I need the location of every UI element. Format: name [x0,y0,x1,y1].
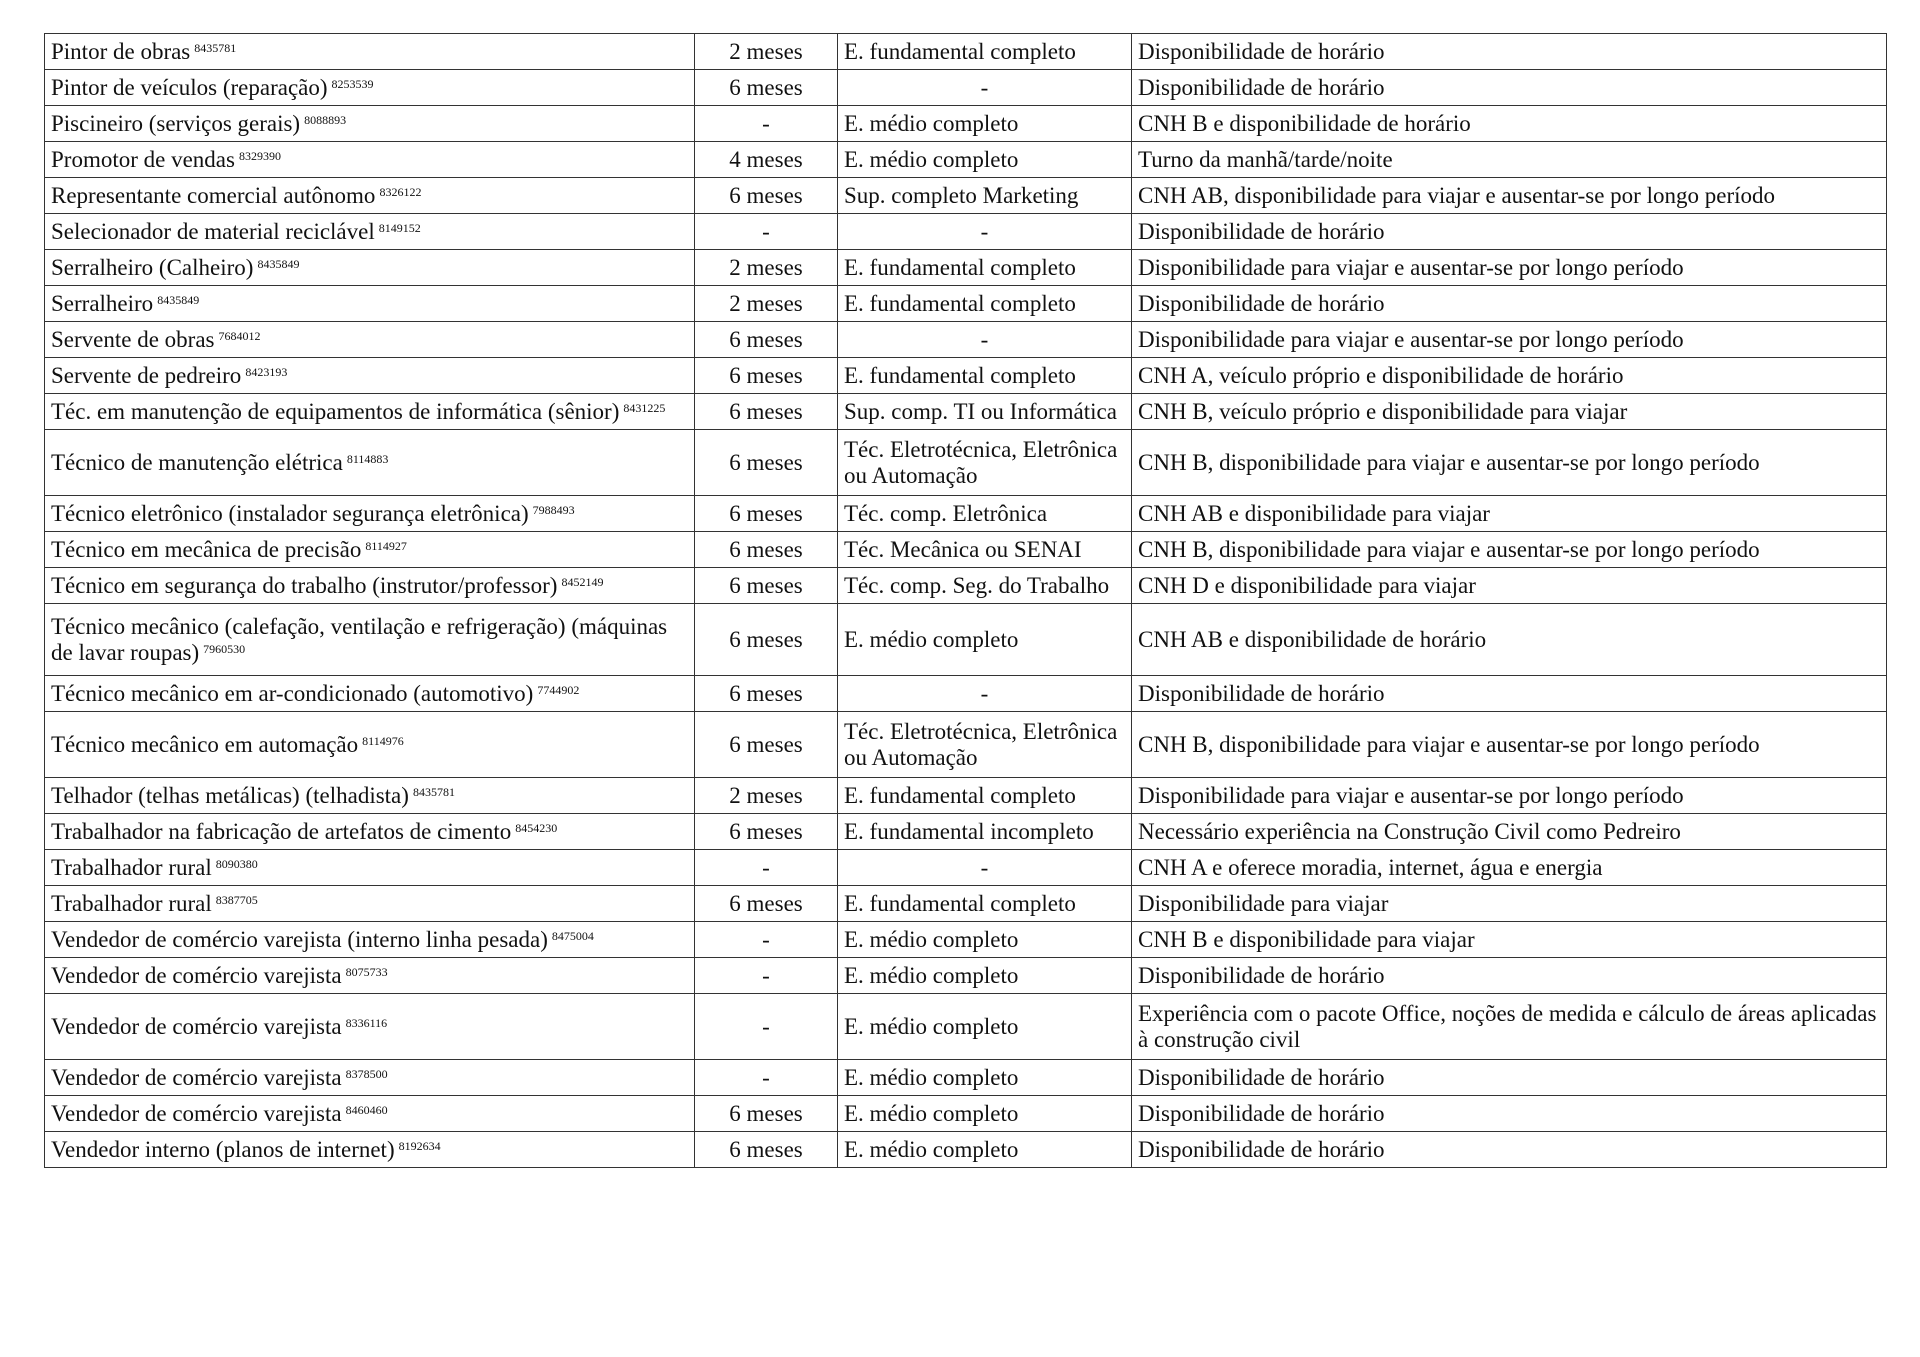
job-title: Técnico mecânico (calefação, ventilação e refrigeração) (máquinas de lavar roupas) [51,613,668,665]
education-cell: Téc. Mecânica ou SENAI [838,532,1132,568]
duration-cell: 6 meses [695,1096,838,1132]
job-code: 8435781 [412,784,455,799]
job-title: Téc. em manutenção de equipamentos de informática (sênior) [51,398,620,424]
duration-cell: 6 meses [695,430,838,496]
table-row [45,70,1887,106]
duration-cell: 6 meses [695,676,838,712]
job-listings-table [44,33,1887,1168]
job-title: Vendedor de comércio varejista [51,1100,342,1126]
job-title: Técnico mecânico em automação [51,731,359,757]
job-title: Trabalhador rural [51,854,212,880]
job-title-cell [45,430,695,496]
duration-cell: 6 meses [695,568,838,604]
requirements-cell: CNH A, veículo próprio e disponibilidade de horário [1132,358,1887,394]
duration-cell: 2 meses [695,778,838,814]
job-code: 8088893 [304,112,347,127]
education-cell: E. fundamental completo [838,250,1132,286]
education-cell: E. fundamental completo [838,778,1132,814]
job-listings-body [45,34,1887,1168]
job-title: Trabalhador na fabricação de artefatos de cimento [51,818,512,844]
table-row [45,106,1887,142]
duration-cell: 6 meses [695,604,838,676]
requirements-cell: Disponibilidade de horário [1132,1060,1887,1096]
table-row [45,814,1887,850]
job-title: Telhador (telhas metálicas) (telhadista) [51,782,409,808]
job-title: Técnico de manutenção elétrica [51,449,343,475]
education-cell: E. médio completo [838,106,1132,142]
requirements-cell: CNH B e disponibilidade para viajar [1132,922,1887,958]
job-title-cell [45,358,695,394]
table-row [45,604,1887,676]
education-cell: Téc. comp. Seg. do Trabalho [838,568,1132,604]
job-code: 8114976 [362,733,404,748]
duration-cell: 6 meses [695,496,838,532]
duration-cell: - [695,922,838,958]
job-title-cell [45,34,695,70]
job-title: Vendedor de comércio varejista [51,962,342,988]
education-cell: E. fundamental incompleto [838,814,1132,850]
requirements-cell: Disponibilidade para viajar e ausentar-se por longo período [1132,250,1887,286]
table-row [45,994,1887,1060]
job-code: 8475004 [551,928,594,943]
table-row [45,322,1887,358]
job-code: 7988493 [532,502,575,517]
duration-cell: 6 meses [695,70,838,106]
requirements-cell: CNH D e disponibilidade para viajar [1132,568,1887,604]
job-title-cell [45,1096,695,1132]
requirements-cell: CNH B, veículo próprio e disponibilidade para viajar [1132,394,1887,430]
job-title: Piscineiro (serviços gerais) [51,110,301,136]
education-cell: E. fundamental completo [838,886,1132,922]
job-code: 8454230 [515,820,558,835]
job-title-cell [45,1132,695,1168]
job-title: Pintor de obras [51,38,191,64]
job-title-cell [45,214,695,250]
job-title-cell [45,886,695,922]
requirements-cell: Turno da manhã/tarde/noite [1132,142,1887,178]
job-title: Servente de obras [51,326,215,352]
requirements-cell: Experiência com o pacote Office, noções de medida e cálculo de áreas aplicadas à construção civil [1132,994,1887,1060]
job-title: Técnico em segurança do trabalho (instrutor/professor) [51,572,558,598]
job-code: 8326122 [379,184,422,199]
duration-cell: 6 meses [695,886,838,922]
job-title-cell [45,322,695,358]
job-code: 7684012 [218,328,261,343]
table-row [45,958,1887,994]
education-cell: - [838,214,1132,250]
requirements-cell: Disponibilidade de horário [1132,70,1887,106]
education-cell: - [838,70,1132,106]
requirements-cell: Disponibilidade de horário [1132,676,1887,712]
job-title: Pintor de veículos (reparação) [51,74,328,100]
job-title-cell [45,1060,695,1096]
education-cell: Téc. Eletrotécnica, Eletrônica ou Automação [838,430,1132,496]
table-row [45,778,1887,814]
education-cell: Téc. Eletrotécnica, Eletrônica ou Automação [838,712,1132,778]
job-title-cell [45,850,695,886]
duration-cell: 6 meses [695,1132,838,1168]
duration-cell: - [695,958,838,994]
job-title-cell [45,142,695,178]
job-title-cell [45,106,695,142]
job-title-cell [45,814,695,850]
requirements-cell: CNH B e disponibilidade de horário [1132,106,1887,142]
duration-cell: 6 meses [695,322,838,358]
job-code: 8423193 [245,364,288,379]
requirements-cell: Disponibilidade para viajar [1132,886,1887,922]
requirements-cell: CNH B, disponibilidade para viajar e ausentar-se por longo período [1132,430,1887,496]
requirements-cell: Disponibilidade para viajar e ausentar-se por longo período [1132,322,1887,358]
job-code: 8253539 [331,76,374,91]
table-row [45,358,1887,394]
table-row [45,532,1887,568]
education-cell: - [838,322,1132,358]
job-title-cell [45,778,695,814]
education-cell: E. fundamental completo [838,358,1132,394]
job-title-cell [45,568,695,604]
job-code: 8114927 [365,538,407,553]
requirements-cell: Disponibilidade para viajar e ausentar-se por longo período [1132,778,1887,814]
requirements-cell: Disponibilidade de horário [1132,34,1887,70]
job-title: Técnico mecânico em ar-condicionado (automotivo) [51,680,534,706]
job-code: 8387705 [215,892,258,907]
education-cell: E. médio completo [838,1132,1132,1168]
education-cell: Sup. completo Marketing [838,178,1132,214]
table-row [45,142,1887,178]
education-cell: Téc. comp. Eletrônica [838,496,1132,532]
job-code: 8114883 [346,451,389,466]
job-title-cell [45,178,695,214]
table-row [45,250,1887,286]
job-title: Selecionador de material reciclável [51,218,375,244]
requirements-cell: Necessário experiência na Construção Civil como Pedreiro [1132,814,1887,850]
requirements-cell: CNH B, disponibilidade para viajar e ausentar-se por longo período [1132,712,1887,778]
job-code: 7744902 [537,682,580,697]
table-row [45,886,1887,922]
education-cell: E. médio completo [838,142,1132,178]
education-cell: E. médio completo [838,1060,1132,1096]
job-code: 8435849 [157,292,200,307]
duration-cell: 6 meses [695,532,838,568]
duration-cell: - [695,214,838,250]
duration-cell: - [695,850,838,886]
job-code: 8149152 [378,220,421,235]
job-title-cell [45,394,695,430]
table-row [45,214,1887,250]
job-title: Técnico em mecânica de precisão [51,536,362,562]
job-code: 8460460 [345,1102,388,1117]
table-row [45,394,1887,430]
education-cell: - [838,676,1132,712]
duration-cell: 6 meses [695,814,838,850]
table-row [45,1132,1887,1168]
duration-cell: 6 meses [695,178,838,214]
requirements-cell: CNH A e oferece moradia, internet, água e energia [1132,850,1887,886]
job-title: Serralheiro (Calheiro) [51,254,254,280]
job-code: 8435849 [257,256,300,271]
education-cell: E. médio completo [838,922,1132,958]
table-row [45,712,1887,778]
job-title: Representante comercial autônomo [51,182,376,208]
requirements-cell: Disponibilidade de horário [1132,286,1887,322]
requirements-cell: CNH AB e disponibilidade de horário [1132,604,1887,676]
table-row [45,430,1887,496]
job-title: Promotor de vendas [51,146,235,172]
duration-cell: - [695,994,838,1060]
duration-cell: - [695,1060,838,1096]
job-title-cell [45,532,695,568]
job-code: 8336116 [345,1015,388,1030]
duration-cell: - [695,106,838,142]
table-row [45,286,1887,322]
job-code: 8329390 [238,148,281,163]
duration-cell: 6 meses [695,712,838,778]
education-cell: E. fundamental completo [838,34,1132,70]
table-row [45,568,1887,604]
job-title-cell [45,286,695,322]
job-code: 8075733 [345,964,388,979]
job-code: 8192634 [398,1138,441,1153]
job-title: Vendedor de comércio varejista (interno linha pesada) [51,926,548,952]
job-title-cell [45,250,695,286]
job-code: 8452149 [561,574,604,589]
table-row [45,922,1887,958]
job-title: Servente de pedreiro [51,362,242,388]
duration-cell: 2 meses [695,286,838,322]
education-cell: - [838,850,1132,886]
table-row [45,1060,1887,1096]
requirements-cell: CNH B, disponibilidade para viajar e ausentar-se por longo período [1132,532,1887,568]
education-cell: Sup. comp. TI ou Informática [838,394,1132,430]
education-cell: E. médio completo [838,604,1132,676]
education-cell: E. médio completo [838,1096,1132,1132]
job-title-cell [45,958,695,994]
job-title-cell [45,922,695,958]
job-title: Técnico eletrônico (instalador segurança eletrônica) [51,500,529,526]
duration-cell: 6 meses [695,358,838,394]
job-title: Serralheiro [51,290,154,316]
requirements-cell: Disponibilidade de horário [1132,1132,1887,1168]
job-code: 8435781 [194,40,237,55]
table-row [45,850,1887,886]
job-title-cell [45,994,695,1060]
duration-cell: 6 meses [695,394,838,430]
job-title: Vendedor de comércio varejista [51,1064,342,1090]
table-row [45,496,1887,532]
education-cell: E. médio completo [838,994,1132,1060]
job-title-cell [45,604,695,676]
duration-cell: 4 meses [695,142,838,178]
requirements-cell: Disponibilidade de horário [1132,958,1887,994]
job-title-cell [45,712,695,778]
requirements-cell: CNH AB, disponibilidade para viajar e ausentar-se por longo período [1132,178,1887,214]
job-title: Vendedor de comércio varejista [51,1013,342,1039]
duration-cell: 2 meses [695,250,838,286]
requirements-cell: Disponibilidade de horário [1132,1096,1887,1132]
education-cell: E. fundamental completo [838,286,1132,322]
requirements-cell: Disponibilidade de horário [1132,214,1887,250]
job-title-cell [45,676,695,712]
job-title: Trabalhador rural [51,890,212,916]
requirements-cell: CNH AB e disponibilidade para viajar [1132,496,1887,532]
duration-cell: 2 meses [695,34,838,70]
job-title-cell [45,70,695,106]
table-row [45,178,1887,214]
job-title: Vendedor interno (planos de internet) [51,1136,395,1162]
job-code: 8431225 [623,400,666,415]
table-row [45,34,1887,70]
job-code: 8090380 [215,856,258,871]
job-code: 7960530 [203,641,246,656]
table-row [45,676,1887,712]
job-code: 8378500 [345,1066,388,1081]
job-title-cell [45,496,695,532]
education-cell: E. médio completo [838,958,1132,994]
table-row [45,1096,1887,1132]
